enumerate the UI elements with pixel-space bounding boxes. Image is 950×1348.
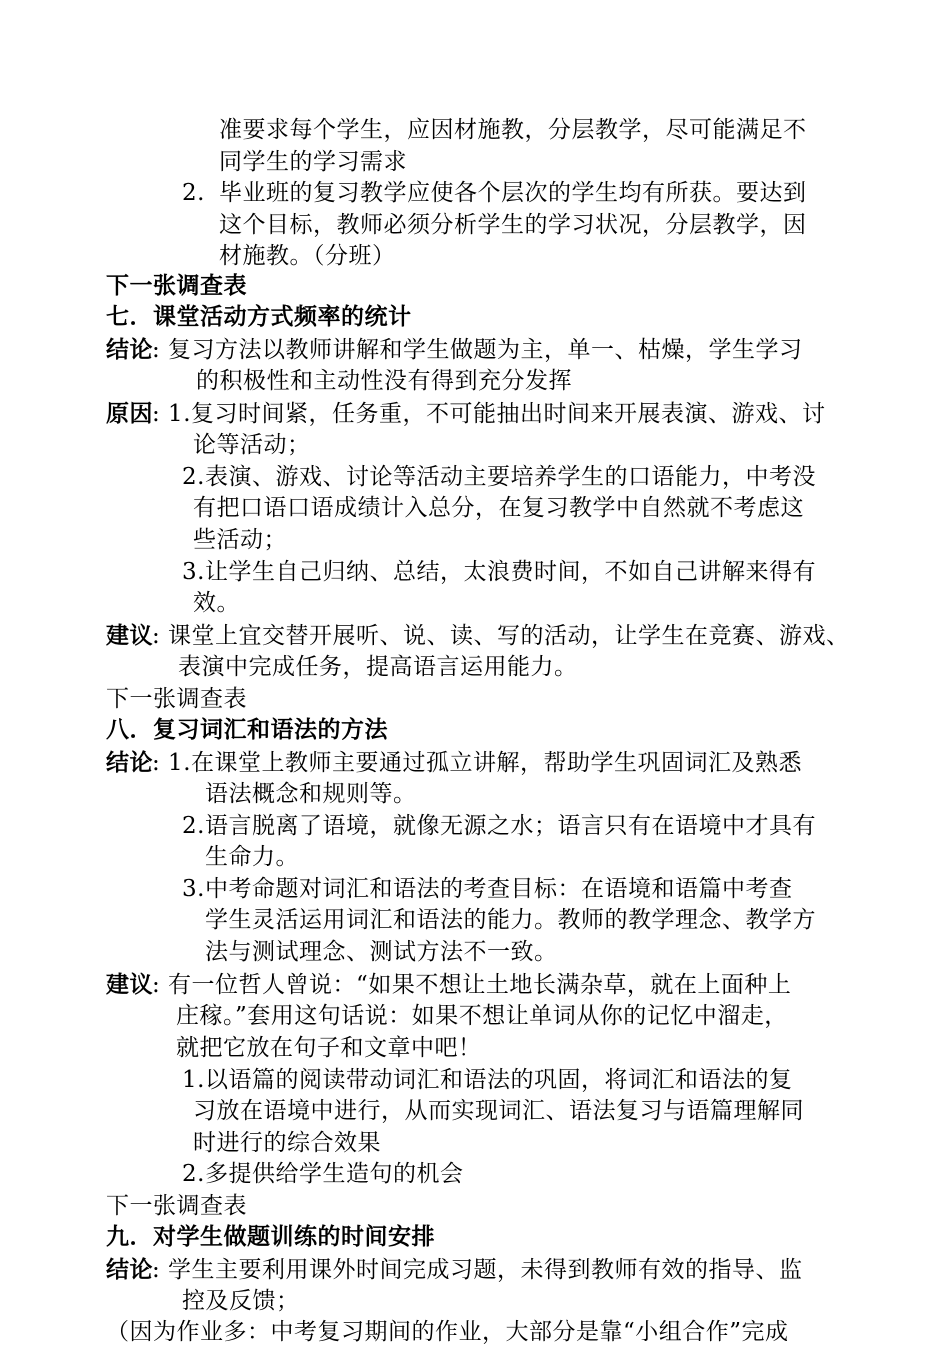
- text-line: 表演中完成任务，提高语言运用能力。: [178, 654, 578, 680]
- text-line: 就把它放在句子和文章中吧！: [176, 1035, 482, 1061]
- text-line: : 学生主要利用课外时间完成习题，未得到教师有效的指导、监: [152, 1257, 803, 1283]
- section-link: 下一张调查表: [106, 272, 247, 299]
- text-line: 3.让学生自己归纳、总结，太浪费时间，不如自己讲解来得有: [182, 559, 816, 585]
- text-line: （因为作业多：中考复习期间的作业，大部分是靠“小组合作”完成: [106, 1319, 789, 1345]
- text-line: 1.以语篇的阅读带动词汇和语法的巩固，将词汇和语法的复: [182, 1067, 793, 1093]
- text-line: 2.表演、游戏、讨论等活动主要培养学生的口语能力，中考没: [182, 464, 816, 490]
- text-line: 时进行的综合效果: [193, 1130, 381, 1156]
- section-heading: 八．复习词汇和语法的方法: [106, 716, 388, 743]
- text-line: : 1.复习时间紧，任务重，不可能抽出时间来开展表演、游戏、讨: [152, 401, 826, 427]
- text-line: : 课堂上宜交替开展听、说、读、写的活动，让学生在竞赛、游戏、: [152, 623, 850, 649]
- text-line: 效。: [193, 590, 240, 616]
- section-link: 下一张调查表: [106, 1193, 247, 1219]
- text-line: 些活动；: [193, 527, 287, 553]
- text-line: 有把口语口语成绩计入总分，在复习教学中自然就不考虑这: [193, 495, 804, 521]
- section-heading: 七．课堂活动方式频率的统计: [106, 303, 412, 330]
- label-suggestion: 建议: [106, 622, 153, 649]
- section-link: 下一张调查表: [106, 686, 247, 712]
- text-line: 准要求每个学生，应因材施教，分层教学，尽可能满足不: [219, 117, 807, 143]
- list-number: 2.: [182, 180, 205, 206]
- label-conclusion: 结论: [106, 336, 153, 363]
- text-line: 庄稼。”套用这句话说：如果不想让单词从你的记忆中溜走，: [176, 1003, 788, 1029]
- text-line: 2.多提供给学生造句的机会: [182, 1161, 464, 1187]
- text-line: 材施教。（分班）: [219, 243, 396, 269]
- text-line: 同学生的学习需求: [219, 149, 407, 175]
- label-conclusion: 结论: [106, 749, 153, 776]
- text-line: 法与测试理念、测试方法不一致。: [205, 939, 558, 965]
- text-line: 习放在语境中进行，从而实现词汇、语法复习与语篇理解同: [193, 1098, 804, 1124]
- text-line: 3.中考命题对词汇和语法的考查目标：在语境和语篇中考查: [182, 876, 793, 902]
- text-line: : 有一位哲人曾说：“如果不想让土地长满杂草，就在上面种上: [152, 972, 792, 998]
- label-conclusion: 结论: [106, 1256, 153, 1283]
- text-line: : 1.在课堂上教师主要通过孤立讲解，帮助学生巩固词汇及熟悉: [152, 750, 803, 776]
- text-line: 学生灵活运用词汇和语法的能力。教师的教学理念、教学方: [205, 907, 816, 933]
- text-line: 生命力。: [205, 844, 299, 870]
- text-line: 论等活动；: [193, 432, 311, 458]
- section-heading: 九．对学生做题训练的时间安排: [106, 1223, 435, 1250]
- text-line: 的积极性和主动性没有得到充分发挥: [196, 368, 572, 394]
- text-line: 毕业班的复习教学应使各个层次的学生均有所获。要达到: [219, 180, 807, 206]
- label-suggestion: 建议: [106, 971, 153, 998]
- text-line: 语法概念和规则等。: [205, 781, 417, 807]
- text-line: 2.语言脱离了语境，就像无源之水；语言只有在语境中才具有: [182, 813, 816, 839]
- text-line: 控及反馈；: [182, 1288, 300, 1314]
- label-reason: 原因: [106, 400, 153, 427]
- text-line: : 复习方法以教师讲解和学生做题为主，单一、枯燥，学生学习: [152, 337, 803, 363]
- text-line: 这个目标，教师必须分析学生的学习状况，分层教学，因: [219, 212, 807, 238]
